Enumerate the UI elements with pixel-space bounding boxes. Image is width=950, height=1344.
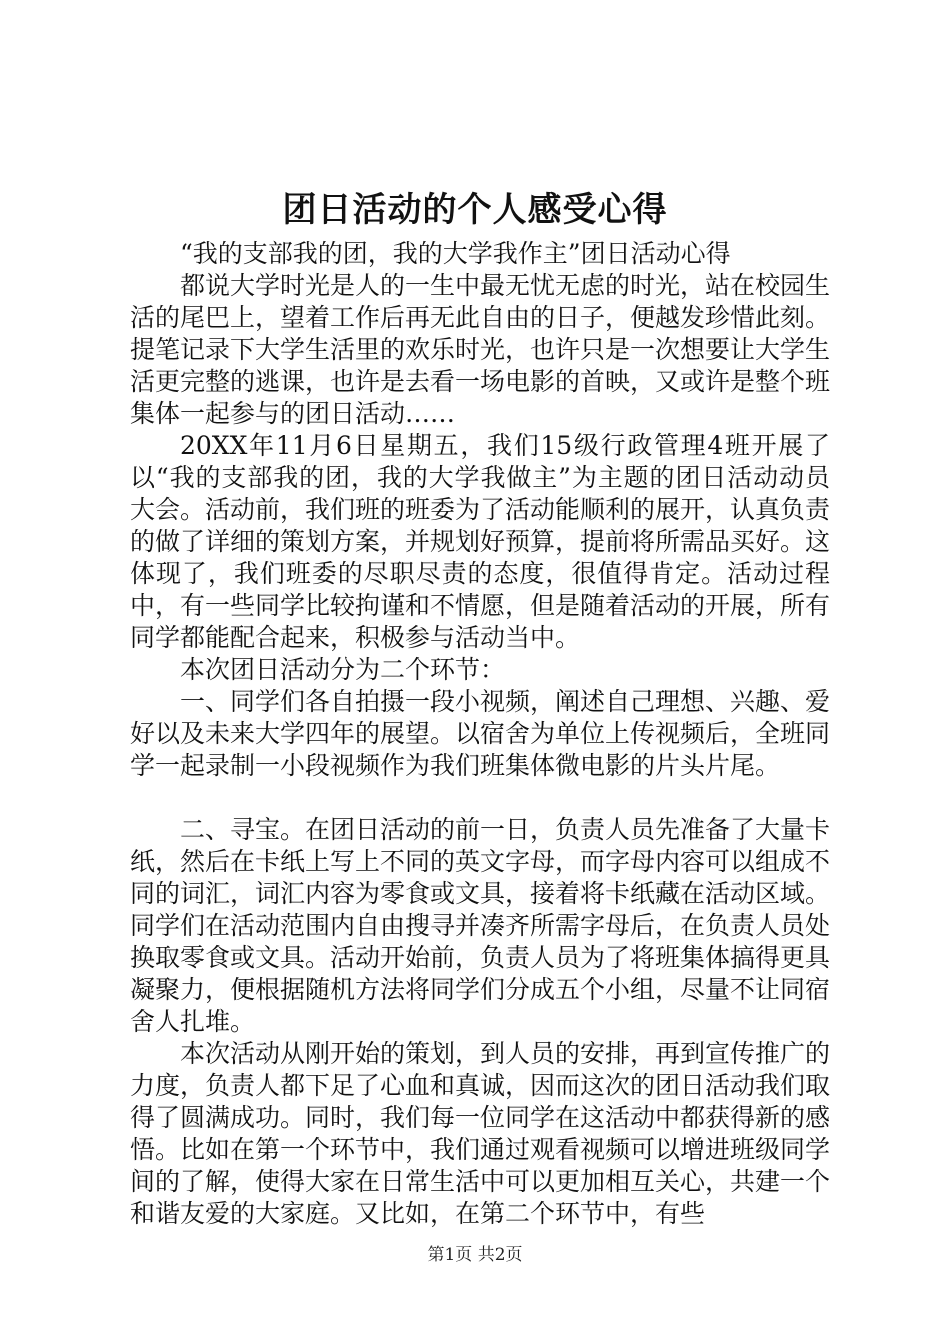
document-body — [130, 238, 830, 1230]
document-title: 团日活动的个人感受心得 — [282, 190, 668, 230]
page-number-footer: 第1页 共2页 — [427, 1245, 523, 1265]
paragraph-section-two: 二、寻宝。在团日活动的前一日，负责人员先准备了大量卡纸，然后在卡纸上写上不同的英文字母，而字母内容可以组成不同的词汇，词汇内容为零食或文具，接着将卡纸藏在活动区域。同学们在活动范围内自由搜寻并凑齐所需字母后，在负责人员处换取零食或文具。活动开始前，负责人员为了将班集体搞得更具凝聚力，便根据随机方法将同学们分成五个小组，尽量不让同宿舍人扎堆。 — [130, 815, 831, 1036]
paragraph-intro: 都说大学时光是人的一生中最无忧无虑的时光，站在校园生活的尾巴上，望着工作后再无此自由的日子，便越发珍惜此刻。提笔记录下大学生活里的欢乐时光，也许只是一次想要让大学生活更完整的逃课，也许是去看一场电影的首映，又或许是整个班集体一起参与的团日活动…… — [130, 271, 831, 428]
paragraph-section-one: 一、同学们各自拍摄一段小视频，阐述自己理想、兴趣、爱好以及未来大学四年的展望。以宿舍为单位上传视频后，全班同学一起录制一小段视频作为我们班集体微电影的片头片尾。 — [130, 687, 831, 780]
paragraph-event: 20XX年11月6日星期五，我们15级行政管理4班开展了以“我的支部我的团，我的大学我做主”为主题的团日活动动员大会。活动前，我们班的班委为了活动能顺利的展开，认真负责的做了详细的策划方案，并规划好预算，提前将所需品买好。这体现了，我们班委的尽职尽责的态度，很值得肯定。活动过程中，有一些同学比较拘谨和不情愿，但是随着活动的开展，所有同学都能配合起来，积极参与活动当中。 — [130, 431, 831, 652]
paragraph-summary: 本次活动从刚开始的策划，到人员的安排，再到宣传推广的力度，负责人都下足了心血和真诚，因而这次的团日活动我们取得了圆满成功。同时，我们每一位同学在这活动中都获得新的感悟。比如在第一个环节中，我们通过观看视频可以增进班级同学间的了解，使得大家在日常生活中可以更加相互关心，共建一个和谐友爱的大家庭。又比如，在第二个环节中，有些 — [130, 1039, 831, 1228]
paragraph-sections-intro: 本次团日活动分为二个环节： — [180, 655, 506, 684]
document-subtitle: “我的支部我的团，我的大学我作主”团日活动心得 — [180, 239, 731, 268]
